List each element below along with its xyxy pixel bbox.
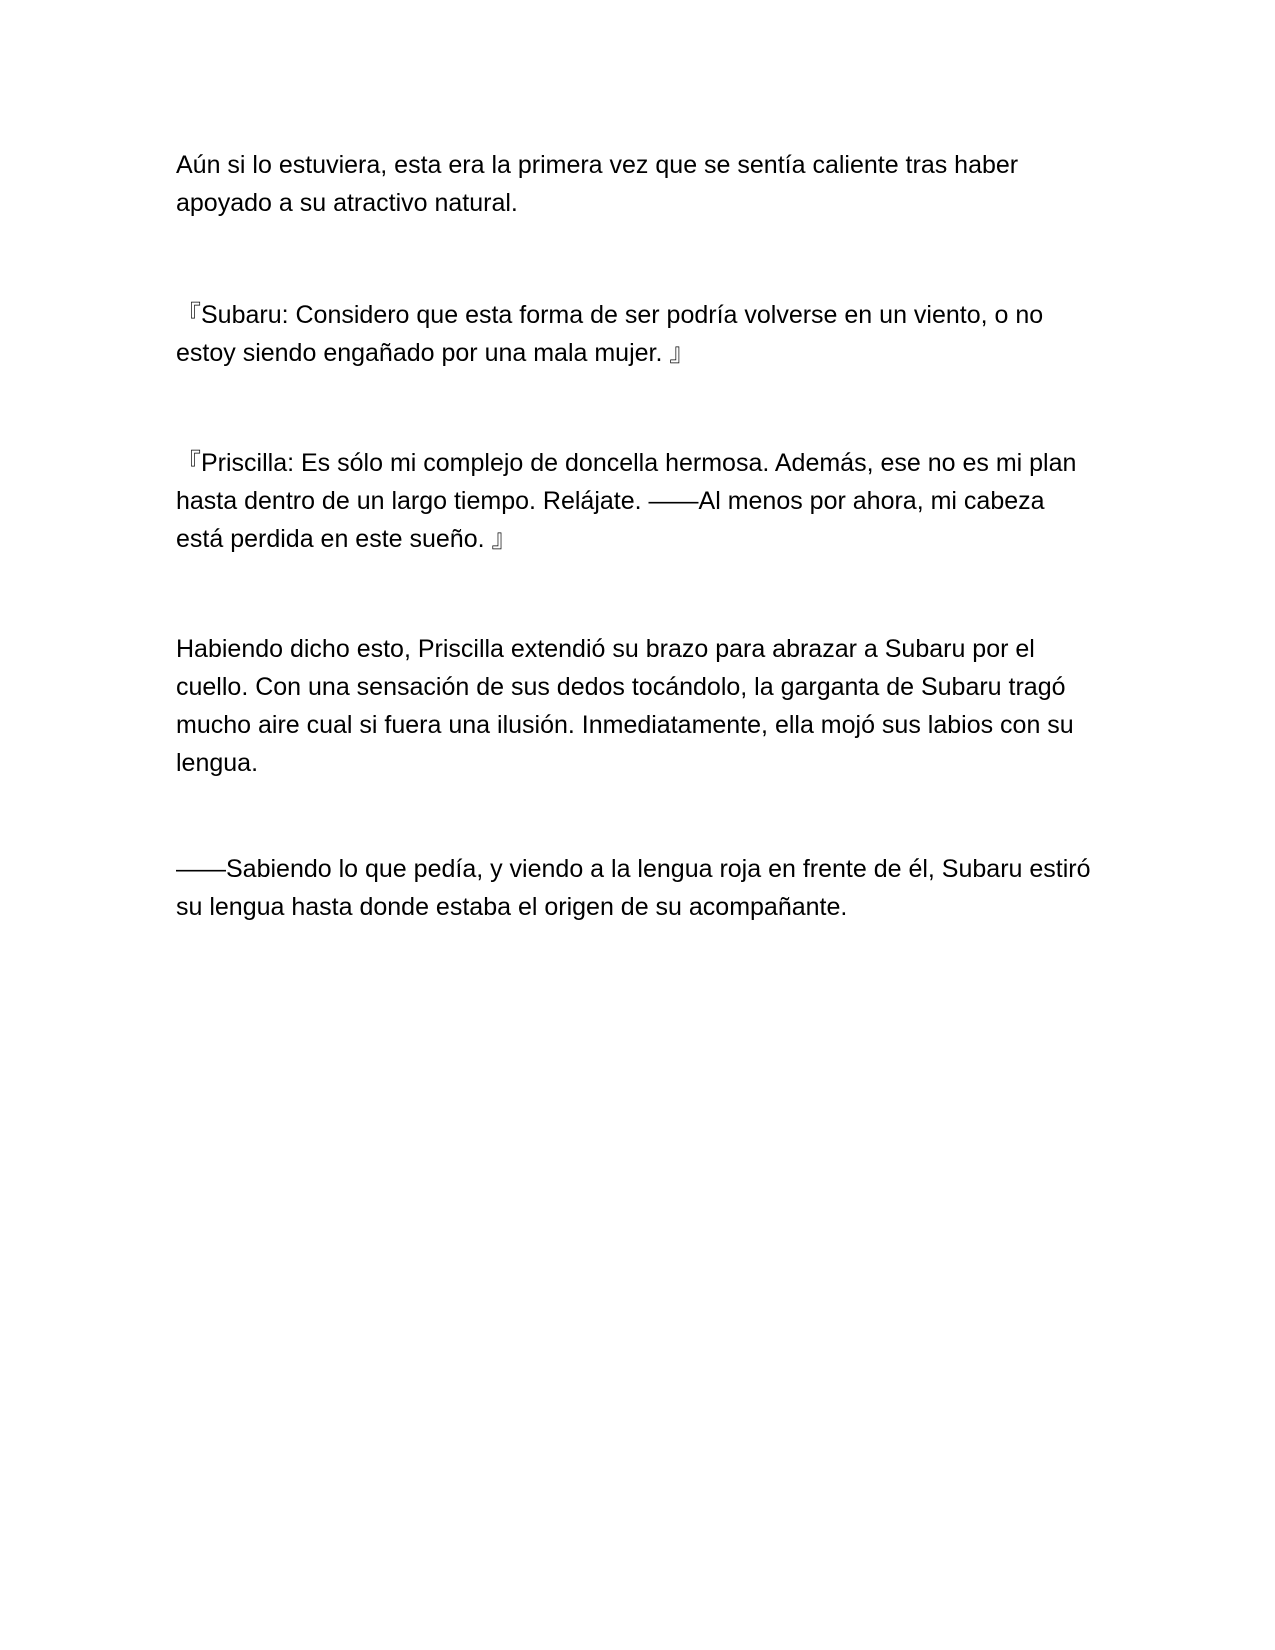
paragraph-narration: Habiendo dicho esto, Priscilla extendió su brazo para abrazar a Subaru por el cuello. Con una sensación de sus dedos tocándolo, la garganta de Subaru tragó mucho aire cual si fuera una ilusión. Inmediatamente, ella mojó sus labios con su lengua. xyxy=(176,635,1074,777)
page-body xyxy=(176,146,1096,1000)
paragraph-final: ——Sabiendo lo que pedía, y viendo a la lengua roja en frente de él, Subaru estiró su lengua hasta donde estaba el origen de su acompañante. xyxy=(176,855,1091,921)
dialogue-priscilla: 『Priscilla: Es sólo mi complejo de doncella hermosa. Además, ese no es mi plan hasta dentro de un largo tiempo. Relájate. ——Al menos por ahora, mi cabeza está perdida en este sueño. 』 xyxy=(176,449,1077,553)
paragraph-1: Aún si lo estuviera, esta era la primera vez que se sentía caliente tras haber apoyado a su atractivo natural. xyxy=(176,151,1019,217)
dialogue-subaru: 『Subaru: Considero que esta forma de ser podría volverse en un viento, o no estoy siendo engañado por una mala mujer. 』 xyxy=(176,301,1044,367)
